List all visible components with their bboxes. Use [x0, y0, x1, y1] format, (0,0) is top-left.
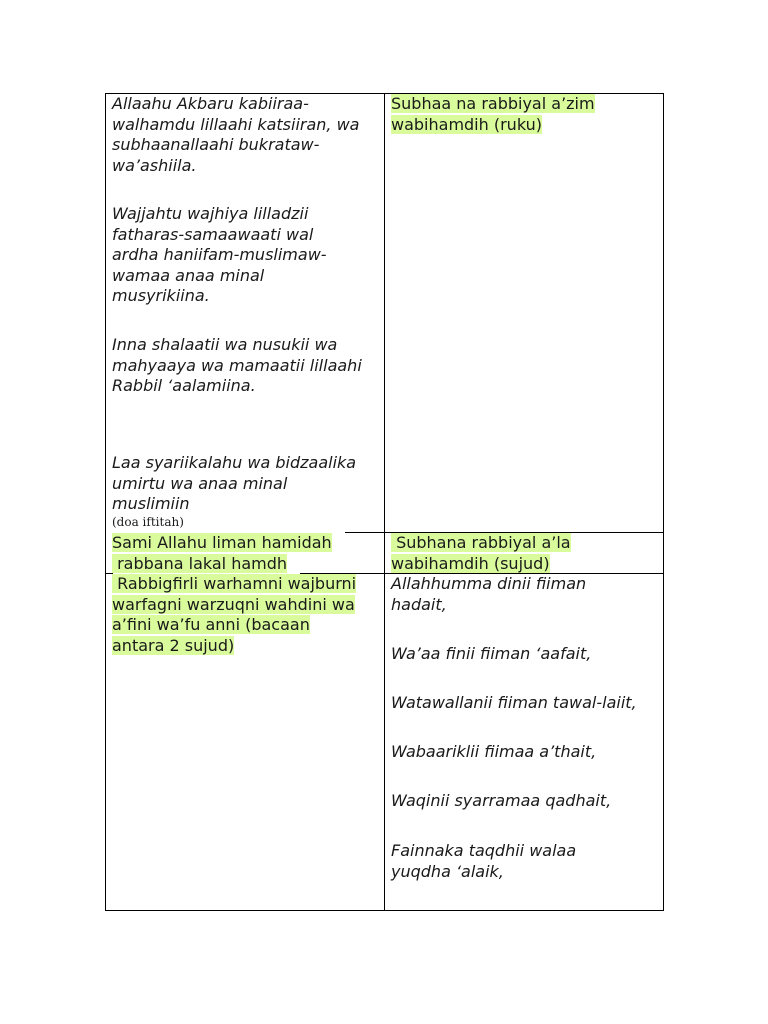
- text-line: Waqinii syarramaa qadhait,: [391, 791, 612, 810]
- text-line: yuqdha ‘alaik,: [391, 861, 504, 881]
- highlighted-line: Subhana rabbiyal a’la: [391, 533, 571, 552]
- text-line: Allahhumma dinii fiiman: [391, 574, 587, 593]
- text-line: wa’ashiila.: [112, 155, 197, 175]
- text-line: wamaa anaa minal: [112, 265, 265, 285]
- iftitah-paragraph-3: [112, 335, 382, 397]
- text-line: Laa syariikalahu wa bidzaalika: [112, 453, 357, 472]
- highlighted-line: wabihamdih (ruku): [391, 114, 542, 134]
- text-line: Rabbil ‘aalamiina.: [112, 376, 256, 395]
- text-line: musyrikiina.: [112, 286, 210, 305]
- iftitah-paragraph-4: [112, 453, 382, 515]
- table-border-left: [105, 93, 106, 911]
- cell-itidal: [112, 533, 382, 574]
- cell-qunut-p2: [391, 644, 661, 665]
- highlighted-line: warfagni warzuqni wahdini wa: [112, 594, 355, 614]
- text-line: Wajjahtu wajhiya lilladzii: [112, 204, 309, 223]
- table-border-right: [663, 93, 664, 911]
- cell-doa-iftitah: [112, 94, 382, 176]
- text-line: muslimiin: [112, 494, 190, 513]
- highlighted-line: antara 2 sujud): [112, 635, 235, 655]
- highlighted-line: Subhaa na rabbiyal a’zim: [391, 94, 595, 113]
- text-line: umirtu wa anaa minal: [112, 473, 288, 493]
- text-line: mahyaaya wa mamaatii lillaahi: [112, 355, 362, 375]
- highlighted-line: Rabbigfirli warhamni wajburni: [112, 574, 357, 593]
- cell-doa-iftitah-p3: [112, 335, 382, 397]
- iftitah-paragraph-1: [112, 94, 382, 176]
- highlighted-line: rabbana lakal hamdh: [112, 553, 288, 573]
- cell-doa-iftitah-p4: [112, 453, 382, 529]
- cell-qunut-p4: [391, 742, 661, 763]
- text-line: ardha haniifam-muslimaw-: [112, 245, 327, 264]
- text-line: Watawallanii fiiman tawal-laiit,: [391, 693, 637, 712]
- highlighted-line: wabihamdih (sujud): [391, 553, 550, 573]
- text-line: hadait,: [391, 594, 447, 614]
- cell-antara-dua-sujud: [112, 574, 382, 656]
- text-line: walhamdu lillaahi katsiiran, wa: [112, 114, 360, 134]
- text-line: subhaanallaahi bukrataw-: [112, 135, 320, 154]
- iftitah-paragraph-2: [112, 204, 382, 307]
- cell-qunut-p6: [391, 841, 661, 882]
- text-line: Wa’aa finii fiiman ‘aafait,: [391, 644, 592, 663]
- highlighted-line: a’fini wa’fu anni (bacaan: [112, 615, 310, 634]
- cell-qunut-p5: [391, 791, 661, 812]
- text-line: Wabaariklii fiimaa a’thait,: [391, 742, 597, 761]
- cell-sujud: [391, 533, 661, 574]
- cell-ruku: [391, 94, 661, 135]
- cell-doa-iftitah-p2: [112, 204, 382, 307]
- text-line: fatharas-samaawaati wal: [112, 224, 314, 244]
- text-line: Allaahu Akbaru kabiiraa-: [112, 94, 309, 113]
- table-column-divider: [384, 93, 385, 911]
- highlighted-line: Sami Allahu liman hamidah: [112, 533, 332, 552]
- cell-qunut-p1: [391, 574, 661, 615]
- cell-qunut-p3: [391, 693, 661, 714]
- text-line: Fainnaka taqdhii walaa: [391, 841, 577, 860]
- iftitah-note: (doa iftitah): [112, 514, 184, 529]
- text-line: Inna shalaatii wa nusukii wa: [112, 335, 338, 354]
